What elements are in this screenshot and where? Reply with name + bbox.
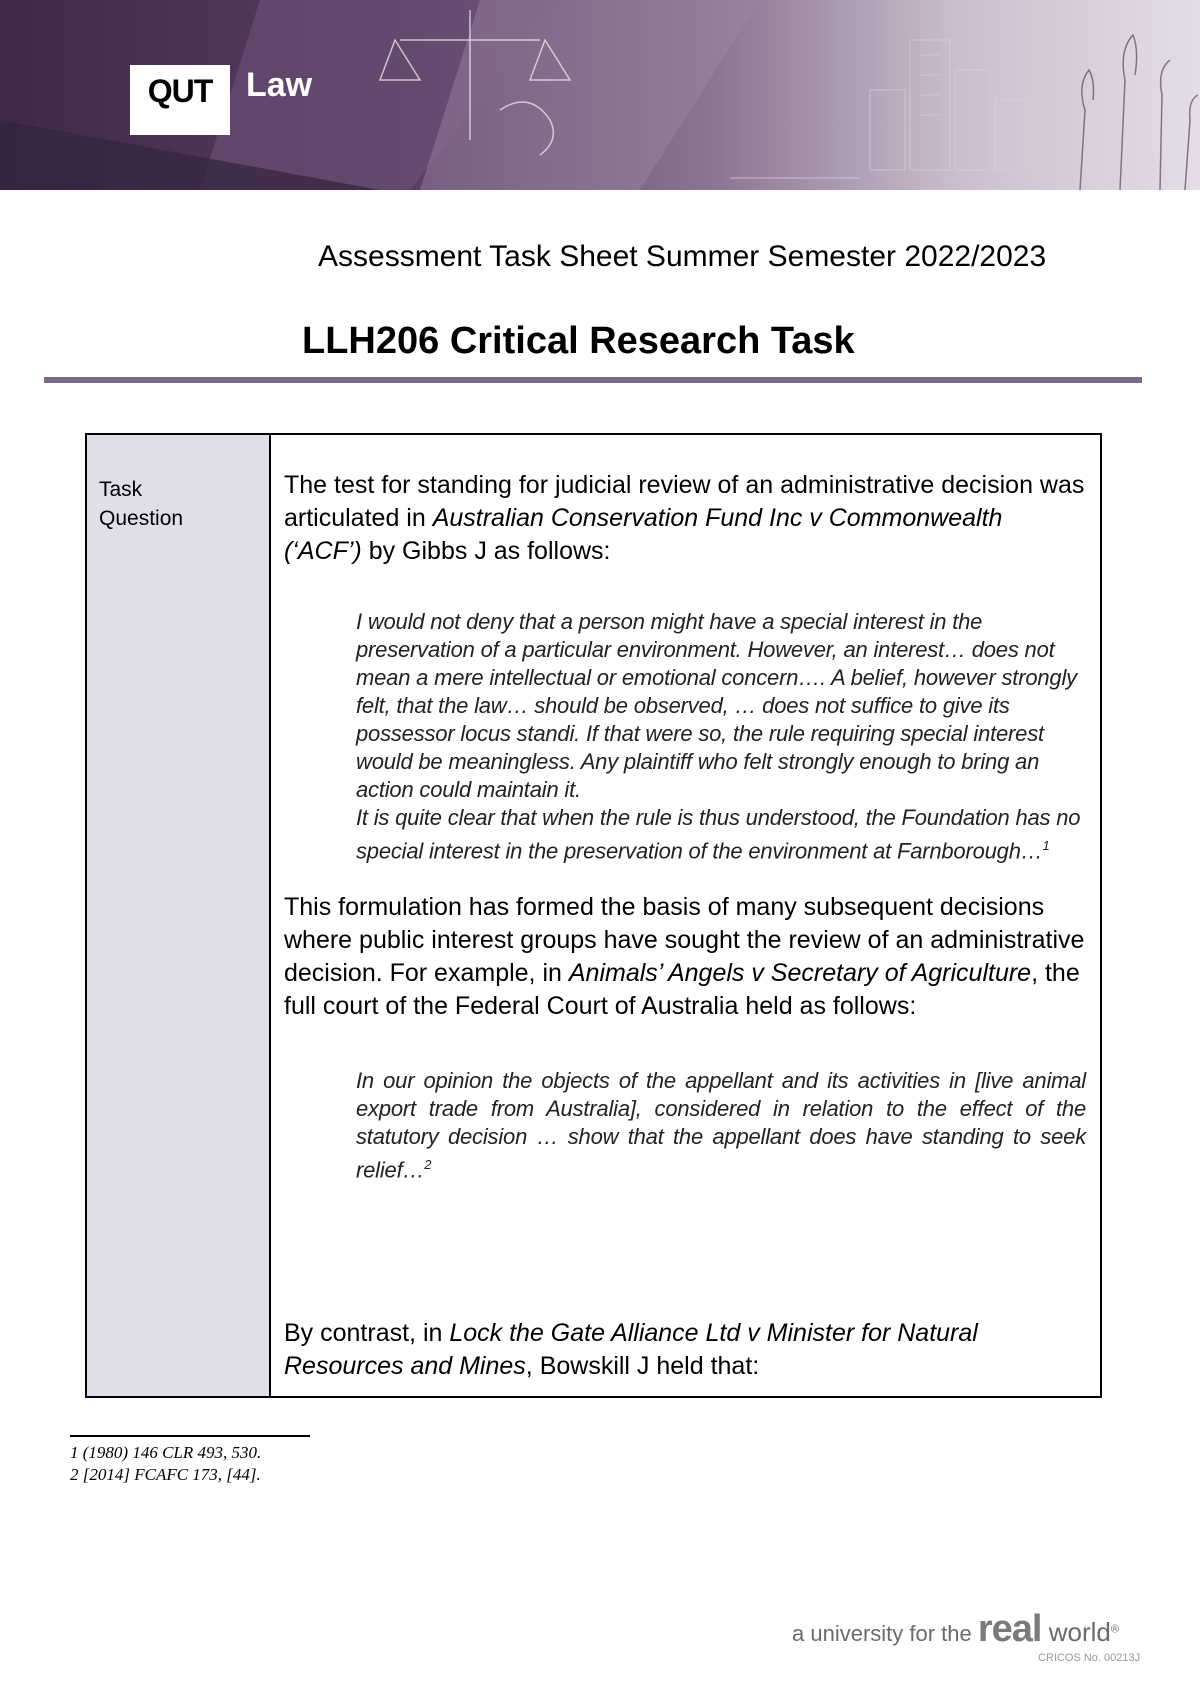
- task-label-cell: [87, 435, 271, 1396]
- task-content-cell: [271, 435, 1100, 1396]
- task-paragraph-3: [284, 1317, 1086, 1383]
- gibbs-quote: [356, 608, 1086, 865]
- task-paragraph-2: [284, 891, 1086, 1023]
- tagline-registered-mark: ®: [1110, 1623, 1119, 1636]
- task-label-line2: Question: [99, 507, 184, 530]
- task-table: [85, 433, 1102, 1398]
- university-tagline: [792, 1608, 1119, 1651]
- p3-case-name: Lock the Gate Alliance Ltd v Minister for Natural Resources and Mines: [284, 1318, 978, 1380]
- gibbs-quote-part2: [356, 804, 1086, 865]
- footnote-divider: [70, 1435, 310, 1437]
- p2-case-name: Animals’ Angels v Secretary of Agriculture: [568, 959, 1032, 988]
- header-banner: [0, 0, 1200, 190]
- p2-text-b: , the full court of the Federal Court of Australia held as follows:: [284, 959, 1080, 1021]
- tagline-world: world: [1041, 1617, 1111, 1647]
- document-subtitle: Assessment Task Sheet Summer Semester 2022/2023: [318, 240, 1047, 273]
- qut-logo-box: [130, 65, 230, 135]
- document-title: LLH206 Critical Research Task: [302, 320, 855, 362]
- task-paragraph-1: [284, 469, 1086, 568]
- footnote-ref-1: 1: [1042, 838, 1050, 853]
- law-logo-text: Law: [246, 65, 313, 104]
- p1-text-b: by Gibbs J as follows:: [361, 537, 611, 565]
- gibbs-quote-part2-text: It is quite clear that when the rule is thus understood, the Foundation has no special interest in the preservation of the environment at Farnborough…: [356, 805, 1081, 864]
- gibbs-quote-part1: I would not deny that a person might have a special interest in the preservation of a particular environment. However, an interest… does not mean a mere intellectual or emotional concern…. A belief, however strongly felt, that the law… should be observed, … does not suffice to give its possessor locus standi. If that were so, the rule requiring special interest would be meaningless. Any plaintiff who felt strongly enough to bring an action could maintain it.: [356, 609, 1077, 802]
- cricos-number: CRICOS No. 00213J: [1038, 1652, 1141, 1664]
- animals-angels-quote: [356, 1067, 1086, 1184]
- p2-text-a: This formulation has formed the basis of many subsequent decisions where public interest groups have sought the review of an administrative decision. For example, in: [284, 893, 1085, 988]
- tagline-real: real: [977, 1608, 1042, 1650]
- footnote-ref-2: 2: [424, 1157, 432, 1173]
- title-divider: [44, 377, 1142, 383]
- qut-law-logo: [130, 65, 312, 135]
- footnotes: [70, 1442, 261, 1486]
- tagline-prefix: a university for the: [792, 1621, 978, 1646]
- animals-angels-quote-text: In our opinion the objects of the appellant and its activities in [live animal export trade from Australia], considered in relation to the effect of the statutory decision … show that the appellant does have standing to seek relief…: [356, 1068, 1086, 1183]
- p3-text-b: , Bowskill J held that:: [525, 1351, 760, 1380]
- qut-logo-text: QUT: [147, 73, 213, 109]
- footnote-2: 2 [2014] FCAFC 173, [44].: [70, 1465, 261, 1484]
- footnote-1: 1 (1980) 146 CLR 493, 530.: [70, 1443, 262, 1462]
- p1-text-a: The test for standing for judicial review of an administrative decision was articulated in: [284, 471, 1085, 532]
- p3-text-a: By contrast, in: [284, 1318, 450, 1347]
- p1-case-name: Australian Conservation Fund Inc v Commonwealth (‘ACF’): [284, 504, 1003, 565]
- task-label-line1: Task: [99, 478, 143, 501]
